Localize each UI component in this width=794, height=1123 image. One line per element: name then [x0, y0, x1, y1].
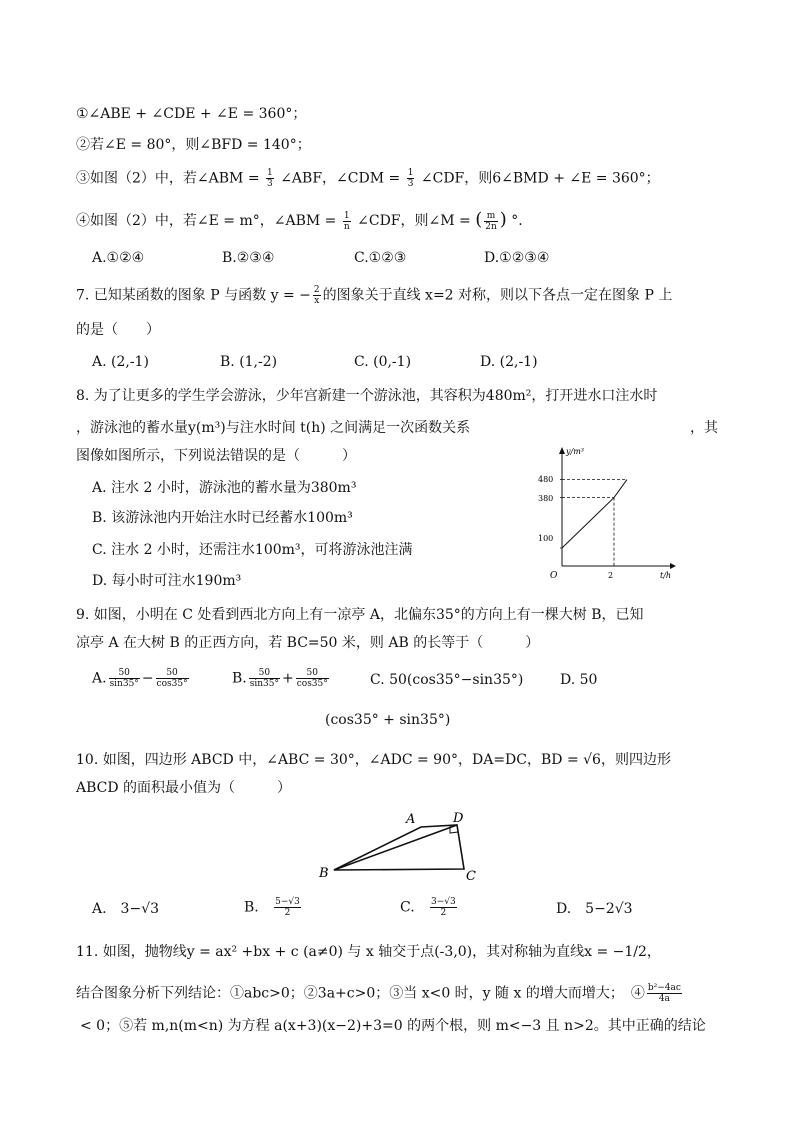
vertex-c-label: C	[466, 869, 476, 884]
fraction: $\frac{50}{\sin 35^\circ}$	[249, 668, 279, 689]
fraction: $\frac{1}{3}$	[267, 168, 273, 189]
fraction: $\frac{2}{x}$	[313, 285, 320, 306]
q8-line-2-end: ，其	[690, 420, 718, 436]
q8-line-2: ，游泳池的蓄水量y(m³)与注水时间 t(h) 之间满足一次函数关系	[76, 420, 471, 436]
y-axis-label: y/m³	[566, 447, 585, 456]
vertex-b-label: B	[319, 866, 329, 881]
q10-option-c: C. $\frac{3-√3}{2}$	[400, 897, 456, 918]
q10-line-2: ABCD 的面积最小值为（ ）	[76, 780, 292, 796]
q11-line-3: < 0；⑤若 m,n(m<n) 为方程 a(x+3)(x−2)+3=0 的两个根，则 m<−3 且 n>2。其中正确的结论	[80, 1018, 706, 1034]
q8-line-1: 8. 为了让更多的学生学会游泳，少年宫新建一个游泳池，其容积为480m²，打开进水口注水时	[76, 388, 658, 404]
fraction: $\frac{3-√3}{2}$	[431, 897, 456, 918]
x-axis-arrow	[670, 563, 676, 569]
q7-option-d: D. (2,-1)	[480, 354, 538, 370]
fraction: $\frac{m}{2n}$	[485, 210, 497, 232]
statement-2: ②若∠E = 80°，则∠BFD = 140°；	[76, 137, 311, 153]
fraction: $\frac{5-√3}{2}$	[275, 897, 300, 918]
statement-4: ④如图（2）中，若∠E = m°，∠ABM = $\frac{1}{n}$ ∠CDF，则∠M = ( $\frac{m}{2n}$ ) °.	[76, 209, 523, 232]
q7-option-c: C. (0,-1)	[354, 354, 412, 370]
q8-option-c: C. 注水 2 小时，还需注水100m³，可将游泳池注满	[92, 542, 413, 558]
q9-line-2: 凉亭 A 在大树 B 的正西方向，若 BC=50 米，则 AB 的长等于（ ）	[76, 635, 540, 651]
q9-line-1: 9. 如图，小明在 C 处看到西北方向上有一凉亭 A，北偏东35°的方向上有一棵大树 B，已知	[76, 607, 644, 623]
q9-option-c: C. 50(cos35°−sin35°)	[370, 672, 524, 688]
diagonal-bd	[334, 825, 457, 870]
y-tick-label: 380	[538, 494, 554, 503]
q9-option-a: A. $\frac{50}{\sin 35^\circ}$ − $\frac{50}{\cos 35^\circ}$	[92, 668, 188, 689]
q8-option-b: B. 该游泳池内开始注水时已经蓄水100m³	[92, 510, 353, 526]
origin-label: O	[550, 571, 558, 581]
fraction: $\frac{1}{3}$	[407, 168, 414, 189]
q6-option-a: A.①②④	[92, 250, 145, 266]
x-axis-label: t/h	[660, 571, 672, 580]
q7-line-2: 的是（ ）	[76, 322, 160, 338]
fraction: $\frac{1}{n}$	[343, 210, 350, 232]
statement-1: ①∠ABE + ∠CDE + ∠E = 360°；	[76, 106, 307, 122]
q11-line-1: 11. 如图，抛物线y = ax² +bx + c (a≠0) 与 x 轴交于点(-3,0)，其对称轴为直线x = −1/2，	[76, 944, 661, 960]
series-line	[562, 480, 627, 548]
x-tick-label: 2	[608, 571, 614, 580]
y-axis-arrow	[559, 447, 565, 454]
q9-option-d: D. 50	[560, 672, 598, 688]
q8-line-3: 图像如图所示，下列说法错误的是（ ）	[76, 448, 356, 464]
q7-option-b: B. (1,-2)	[220, 354, 278, 370]
q10-option-d: D. 5−2√3	[556, 901, 633, 917]
q6-option-d: D.①②③④	[484, 250, 550, 266]
q7-line-1: 7. 已知某函数的图象 P 与函数 y = − $\frac{2}{x}$ 的图象关于直线 x=2 对称，则以下各点一定在图象 P 上	[76, 285, 673, 306]
vertex-a-label: A	[406, 812, 416, 827]
y-tick-label: 480	[538, 475, 554, 484]
q8-option-a: A. 注水 2 小时，游泳池的蓄水量为380m³	[92, 480, 357, 496]
q6-option-c: C.①②③	[354, 250, 407, 266]
q8-option-d: D. 每小时可注水190m³	[92, 573, 242, 589]
q9-option-b: B. $\frac{50}{\sin 35^\circ}$ + $\frac{50}{\cos 35^\circ}$	[232, 668, 328, 689]
q10-option-a: A. 3−√3	[92, 901, 160, 917]
water-volume-chart	[530, 440, 680, 585]
fraction: $\frac{\text{b²−4ac}}{4a}$	[647, 983, 681, 1004]
fraction: $\frac{50}{\cos 35^\circ}$	[296, 668, 328, 689]
fraction: $\frac{50}{\sin 35^\circ}$	[109, 668, 139, 689]
q10-line-1: 10. 如图，四边形 ABCD 中，∠ABC = 30°，∠ADC = 90°，DA=DC，BD = √6，则四边形	[76, 752, 671, 768]
q9-option-d-continued: (cos35° + sin35°)	[325, 712, 451, 728]
fraction: $\frac{50}{\cos 35^\circ}$	[156, 668, 188, 689]
statement-3: ③如图（2）中，若∠ABM = $\frac{1}{3}$ ∠ABF，∠CDM = $\frac{1}{3}$ ∠CDF，则6∠BMD + ∠E = 360°；	[76, 168, 660, 189]
q10-option-b: B. $\frac{5-√3}{2}$	[244, 897, 300, 918]
q7-option-a: A. (2,-1)	[92, 354, 149, 370]
quadrilateral-figure	[310, 805, 490, 885]
q11-line-2: 结合图象分析下列结论：①abc>0；②3a+c>0；③当 x<0 时，y 随 x 的增大而增大； ④ $\frac{\text{b²−4ac}}{4a}$	[76, 983, 681, 1004]
vertex-d-label: D	[453, 811, 464, 826]
q6-option-b: B.②③④	[222, 250, 275, 266]
chart-plot	[560, 480, 627, 566]
y-tick-label: 100	[538, 534, 554, 543]
